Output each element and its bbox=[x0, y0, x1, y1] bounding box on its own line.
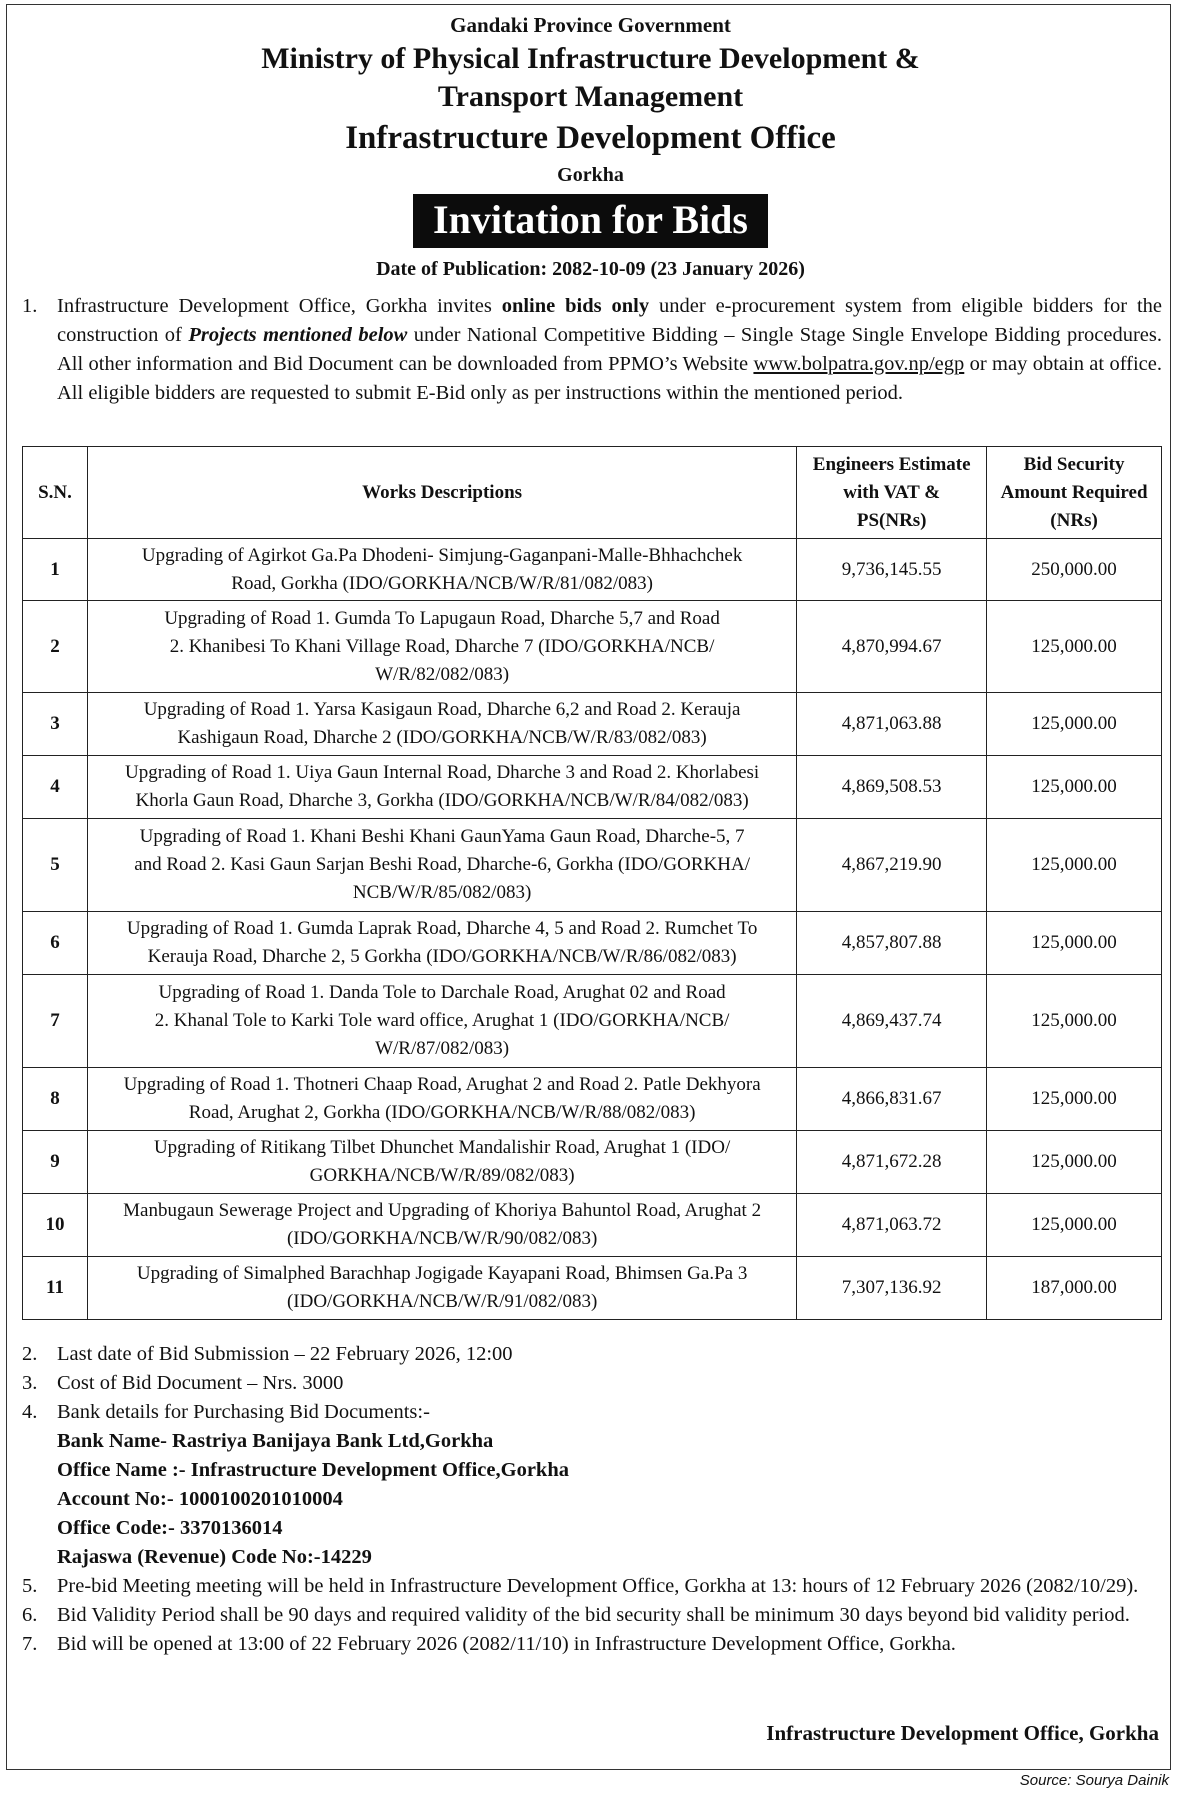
row-sn: 8 bbox=[23, 1068, 88, 1131]
row-desc-line3: NCB/W/R/85/082/083) bbox=[352, 882, 532, 903]
list-item bbox=[22, 1369, 1162, 1398]
row-estimate: 4,871,063.88 bbox=[797, 693, 987, 756]
row-desc-line2: (IDO/GORKHA/NCB/W/R/90/082/083) bbox=[286, 1228, 598, 1249]
row-desc-line1: Upgrading of Road 1. Thotneri Chaap Road, Arughat 2 and Road 2. Patle Dekhyora bbox=[123, 1074, 761, 1095]
list-item bbox=[22, 1340, 1162, 1369]
row-desc-line2: GORKHA/NCB/W/R/89/082/083) bbox=[309, 1165, 575, 1186]
row-description bbox=[87, 1194, 796, 1257]
row-sn: 10 bbox=[23, 1194, 88, 1257]
table-header-row bbox=[23, 447, 1162, 539]
works-table bbox=[22, 446, 1162, 1320]
row-security: 125,000.00 bbox=[987, 975, 1162, 1068]
publication-date: Date of Publication: 2082-10-09 (23 January 2026) bbox=[376, 258, 805, 280]
item-number: 6. bbox=[22, 1604, 38, 1626]
row-desc-line2: Road, Arughat 2, Gorkha (IDO/GORKHA/NCB/W/R/88/082/083) bbox=[188, 1102, 696, 1123]
item-number: 4. bbox=[22, 1401, 38, 1423]
table-row bbox=[23, 975, 1162, 1068]
government-name: Gandaki Province Government bbox=[450, 13, 731, 37]
row-desc-line1: Upgrading of Road 1. Uiya Gaun Internal Road, Dharche 3 and Road 2. Khorlabesi bbox=[124, 762, 760, 783]
signature-office: Infrastructure Development Office, Gorkha bbox=[766, 1721, 1159, 1745]
bid-submission-deadline: Last date of Bid Submission – 22 February 2026, 12:00 bbox=[57, 1343, 513, 1365]
header-estimate-line2: with VAT & bbox=[843, 481, 941, 503]
row-desc-line2: 2. Khanibesi To Khani Village Road, Dharche 7 (IDO/GORKHA/NCB/ bbox=[169, 635, 715, 657]
intro-number: 1. bbox=[22, 295, 38, 317]
intro-paragraph bbox=[22, 292, 1162, 408]
header-bid-security bbox=[987, 447, 1162, 539]
row-desc-line2: Kashigaun Road, Dharche 2 (IDO/GORKHA/NCB/W/R/83/082/083) bbox=[177, 727, 707, 748]
ministry-name-line2: Transport Management bbox=[437, 80, 744, 113]
row-desc-line2: (IDO/GORKHA/NCB/W/R/91/082/083) bbox=[286, 1291, 598, 1312]
list-item bbox=[22, 1601, 1162, 1630]
revenue-code: Rajaswa (Revenue) Code No:-14229 bbox=[57, 1546, 372, 1568]
bank-details-heading: Bank details for Purchasing Bid Documents:- bbox=[57, 1401, 430, 1423]
item-number: 5. bbox=[22, 1575, 38, 1597]
row-description bbox=[87, 693, 796, 756]
row-sn: 11 bbox=[23, 1257, 88, 1320]
row-desc-line1: Upgrading of Road 1. Gumda Laprak Road, Dharche 4, 5 and Road 2. Rumchet To bbox=[126, 918, 758, 939]
row-desc-line1: Upgrading of Road 1. Yarsa Kasigaun Road, Dharche 6,2 and Road 2. Kerauja bbox=[143, 699, 741, 720]
list-item bbox=[22, 1630, 1162, 1659]
table-row bbox=[23, 1131, 1162, 1194]
row-estimate: 7,307,136.92 bbox=[797, 1257, 987, 1320]
row-estimate: 4,871,672.28 bbox=[797, 1131, 987, 1194]
row-desc-line1: Upgrading of Ritikang Tilbet Dhunchet Mandalishir Road, Arughat 1 (IDO/ bbox=[153, 1137, 731, 1158]
intro-text-a: Infrastructure Development Office, Gorkha invites bbox=[57, 295, 502, 317]
table-row bbox=[23, 756, 1162, 819]
notice-title: Invitation for Bids bbox=[413, 194, 768, 248]
bank-office-name: Office Name :- Infrastructure Development Office,Gorkha bbox=[57, 1459, 569, 1481]
bank-office-code: Office Code:- 3370136014 bbox=[57, 1517, 283, 1539]
table-row bbox=[23, 912, 1162, 975]
row-estimate: 4,857,807.88 bbox=[797, 912, 987, 975]
row-desc-line1: Upgrading of Road 1. Gumda To Lapugaun Road, Dharche 5,7 and Road bbox=[164, 607, 720, 629]
row-desc-line3: W/R/82/082/083) bbox=[375, 663, 510, 685]
row-security: 125,000.00 bbox=[987, 1068, 1162, 1131]
row-sn: 3 bbox=[23, 693, 88, 756]
row-sn: 4 bbox=[23, 756, 88, 819]
table-row bbox=[23, 1194, 1162, 1257]
row-security: 125,000.00 bbox=[987, 912, 1162, 975]
row-sn: 1 bbox=[23, 539, 88, 601]
intro-text-d: or may obtain at office. All eligible bidders are requested to submit E-Bid only as per instructions within the mentioned period. bbox=[57, 353, 1162, 404]
row-desc-line2: Road, Gorkha (IDO/GORKHA/NCB/W/R/81/082/083) bbox=[231, 572, 653, 594]
item-number: 2. bbox=[22, 1343, 38, 1365]
row-sn: 2 bbox=[23, 601, 88, 693]
row-estimate: 4,867,219.90 bbox=[797, 819, 987, 912]
table-row bbox=[23, 601, 1162, 693]
row-description bbox=[87, 1257, 796, 1320]
pre-bid-meeting: Pre-bid Meeting meeting will be held in Infrastructure Development Office, Gorkha at 13: hours of 12 February 2026 (2082/10/29). bbox=[57, 1575, 1139, 1597]
row-estimate: 4,866,831.67 bbox=[797, 1068, 987, 1131]
header-works-descriptions: Works Descriptions bbox=[87, 447, 796, 539]
row-description bbox=[87, 1068, 796, 1131]
ministry-name-line1: Ministry of Physical Infrastructure Development & bbox=[261, 42, 920, 75]
header-estimate-line1: Engineers Estimate bbox=[812, 453, 971, 475]
row-desc-line3: W/R/87/082/083) bbox=[375, 1038, 510, 1059]
row-estimate: 9,736,145.55 bbox=[797, 539, 987, 601]
row-security: 125,000.00 bbox=[987, 601, 1162, 693]
row-security: 125,000.00 bbox=[987, 1194, 1162, 1257]
ppmo-website-link[interactable]: www.bolpatra.gov.np/egp bbox=[753, 353, 965, 375]
bank-account-number: Account No:- 1000100201010004 bbox=[57, 1488, 343, 1510]
intro-text-c: under National Competitive Bidding – Single Stage Single Envelope Bidding procedures. All other information and Bid Document can be downloaded from PPMO’s Website bbox=[57, 324, 1162, 375]
header-security-line3: (NRs) bbox=[1050, 509, 1098, 531]
office-location: Gorkha bbox=[557, 164, 624, 186]
table-row bbox=[23, 1068, 1162, 1131]
row-description bbox=[87, 975, 796, 1068]
source-credit: Source: Sourya Dainik bbox=[1019, 1772, 1169, 1789]
row-desc-line1: Upgrading of Road 1. Danda Tole to Darchale Road, Arughat 02 and Road bbox=[158, 982, 726, 1003]
bid-validity: Bid Validity Period shall be 90 days and required validity of the bid security shall be minimum 30 days beyond bid validity period. bbox=[57, 1604, 1130, 1626]
item-number: 7. bbox=[22, 1633, 38, 1655]
row-security: 125,000.00 bbox=[987, 693, 1162, 756]
intro-projects-mentioned: Projects mentioned below bbox=[188, 324, 408, 346]
row-description bbox=[87, 601, 796, 693]
row-security: 125,000.00 bbox=[987, 1131, 1162, 1194]
list-item bbox=[22, 1398, 1162, 1427]
row-estimate: 4,871,063.72 bbox=[797, 1194, 987, 1257]
row-desc-line1: Upgrading of Agirkot Ga.Pa Dhodeni- Simjung-Gaganpani-Malle-Bhhachchek bbox=[141, 544, 743, 566]
row-description bbox=[87, 539, 796, 601]
row-security: 250,000.00 bbox=[987, 539, 1162, 601]
row-security: 125,000.00 bbox=[987, 756, 1162, 819]
row-sn: 7 bbox=[23, 975, 88, 1068]
item-number: 3. bbox=[22, 1372, 38, 1394]
row-security: 125,000.00 bbox=[987, 819, 1162, 912]
row-description bbox=[87, 912, 796, 975]
row-desc-line2: 2. Khanal Tole to Karki Tole ward office, Arughat 1 (IDO/GORKHA/NCB/ bbox=[154, 1010, 730, 1031]
row-estimate: 4,870,994.67 bbox=[797, 601, 987, 693]
bid-document-cost: Cost of Bid Document – Nrs. 3000 bbox=[57, 1372, 344, 1394]
row-estimate: 4,869,437.74 bbox=[797, 975, 987, 1068]
bid-opening: Bid will be opened at 13:00 of 22 February 2026 (2082/11/10) in Infrastructure Development Office, Gorkha. bbox=[57, 1633, 956, 1655]
intro-text-b: under e-procurement system from eligible bidders for the construction of bbox=[57, 295, 1162, 346]
row-estimate: 4,869,508.53 bbox=[797, 756, 987, 819]
table-row bbox=[23, 819, 1162, 912]
notice-header bbox=[0, 10, 1181, 284]
row-sn: 6 bbox=[23, 912, 88, 975]
row-desc-line1: Manbugaun Sewerage Project and Upgrading of Khoriya Bahuntol Road, Arughat 2 bbox=[123, 1200, 762, 1221]
intro-text bbox=[57, 292, 1162, 408]
row-desc-line2: Khorla Gaun Road, Dharche 3, Gorkha (IDO/GORKHA/NCB/W/R/84/082/083) bbox=[135, 790, 749, 811]
header-estimate-line3: PS(NRs) bbox=[856, 509, 927, 531]
row-desc-line2: Kerauja Road, Dharche 2, 5 Gorkha (IDO/GORKHA/NCB/W/R/86/082/083) bbox=[147, 946, 737, 967]
row-desc-line2: and Road 2. Kasi Gaun Sarjan Beshi Road, Dharche-6, Gorkha (IDO/GORKHA/ bbox=[134, 854, 750, 875]
row-desc-line1: Upgrading of Simalphed Barachhap Jogigade Kayapani Road, Bhimsen Ga.Pa 3 bbox=[136, 1263, 748, 1284]
header-security-line1: Bid Security bbox=[1023, 453, 1125, 475]
table-row bbox=[23, 693, 1162, 756]
row-description bbox=[87, 756, 796, 819]
intro-online-bids: online bids only bbox=[501, 295, 650, 317]
list-item bbox=[22, 1572, 1162, 1601]
row-sn: 5 bbox=[23, 819, 88, 912]
row-sn: 9 bbox=[23, 1131, 88, 1194]
bank-name: Bank Name- Rastriya Banijaya Bank Ltd,Gorkha bbox=[57, 1430, 494, 1452]
header-security-line2: Amount Required bbox=[1000, 481, 1148, 503]
table-row bbox=[23, 1257, 1162, 1320]
row-description bbox=[87, 1131, 796, 1194]
notice-terms-list bbox=[22, 1340, 1162, 1659]
header-engineers-estimate bbox=[797, 447, 987, 539]
office-name: Infrastructure Development Office bbox=[345, 120, 836, 156]
row-security: 187,000.00 bbox=[987, 1257, 1162, 1320]
row-description bbox=[87, 819, 796, 912]
header-sn: S.N. bbox=[23, 447, 88, 539]
row-desc-line1: Upgrading of Road 1. Khani Beshi Khani GaunYama Gaun Road, Dharche-5, 7 bbox=[139, 826, 745, 847]
table-row bbox=[23, 539, 1162, 601]
